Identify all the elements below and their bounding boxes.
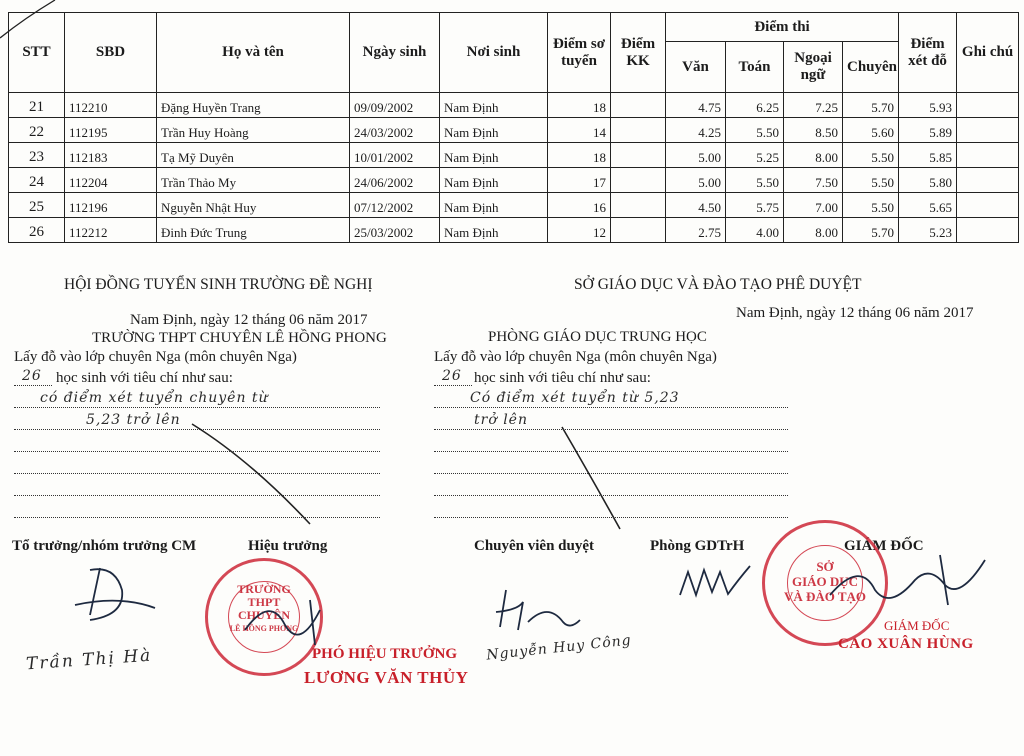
stamp-line: SỞ <box>816 559 834 574</box>
cell-pob: Nam Định <box>440 143 548 168</box>
right-sign-label-3: GIÁM ĐỐC <box>844 538 924 554</box>
left-signature-name-hand: Trần Thị Hà <box>25 645 153 675</box>
left-criteria-hand-1: có điểm xét tuyển chuyên từ <box>40 390 269 406</box>
stamp-line: TRƯỜNG <box>237 582 291 596</box>
table-row <box>9 143 1019 168</box>
cell-toan: 5.50 <box>726 118 784 143</box>
left-count-hand: 26 <box>22 368 42 384</box>
header-diem-kk: Điểm KK <box>611 13 666 93</box>
stamp-line: VÀ ĐÀO TẠO <box>783 589 867 604</box>
stamp-line: CHUYÊN <box>237 608 290 622</box>
left-count-dots <box>14 385 52 386</box>
left-sign-label-2: Hiệu trưởng <box>248 538 328 554</box>
cell-stt: 21 <box>9 93 65 118</box>
left-title: HỘI ĐỒNG TUYỂN SINH TRƯỜNG ĐỀ NGHỊ <box>64 276 373 293</box>
stamp-line: GIÁO DỤC <box>791 574 859 589</box>
cell-chuyen: 5.50 <box>843 168 899 193</box>
table-row <box>9 193 1019 218</box>
cell-name: Đinh Đức Trung <box>157 218 350 243</box>
cell-sbd: 112210 <box>65 93 157 118</box>
left-signature <box>60 560 170 640</box>
right-sign-label-2: Phòng GDTrH <box>650 538 745 554</box>
cell-dob: 25/03/2002 <box>350 218 440 243</box>
cell-stt: 25 <box>9 193 65 218</box>
right-criteria-hand-1: Có điểm xét tuyển từ 5,23 <box>470 390 680 406</box>
cell-name: Tạ Mỹ Duyên <box>157 143 350 168</box>
cell-so-tuyen: 16 <box>548 193 611 218</box>
cell-xet-do: 5.93 <box>899 93 957 118</box>
right-dept: PHÒNG GIÁO DỤC TRUNG HỌC <box>488 329 707 345</box>
cell-van: 4.50 <box>666 193 726 218</box>
cell-xet-do: 5.89 <box>899 118 957 143</box>
table-row <box>9 168 1019 193</box>
cell-pob: Nam Định <box>440 168 548 193</box>
cell-ghi-chu <box>957 143 1019 168</box>
cell-dob: 09/09/2002 <box>350 93 440 118</box>
cell-van: 4.25 <box>666 118 726 143</box>
cell-toan: 6.25 <box>726 93 784 118</box>
header-ghi-chu: Ghi chú <box>957 13 1019 93</box>
header-diem-so-tuyen: Điểm sơ tuyển <box>548 13 611 93</box>
left-instruction-2: học sinh với tiêu chí như sau: <box>56 370 233 386</box>
header-stt: STT <box>9 13 65 93</box>
cell-so-tuyen: 12 <box>548 218 611 243</box>
cell-dob: 24/03/2002 <box>350 118 440 143</box>
table-body <box>9 93 1019 243</box>
cell-xet-do: 5.85 <box>899 143 957 168</box>
cell-ghi-chu <box>957 168 1019 193</box>
cell-pob: Nam Định <box>440 193 548 218</box>
cell-name: Nguyễn Nhật Huy <box>157 193 350 218</box>
cell-chuyen: 5.70 <box>843 93 899 118</box>
right-official-title: GIÁM ĐỐC <box>884 618 950 633</box>
cell-pob: Nam Định <box>440 93 548 118</box>
cell-chuyen: 5.70 <box>843 218 899 243</box>
cell-chuyen: 5.50 <box>843 143 899 168</box>
right-instruction-1: Lấy đỗ vào lớp chuyên Nga (môn chuyên Nga) <box>434 349 717 365</box>
right-date: Nam Định, ngày 12 tháng 06 năm 2017 <box>736 305 974 321</box>
stamp-line: LÊ HỒNG PHONG <box>229 624 299 633</box>
cell-pob: Nam Định <box>440 118 548 143</box>
cell-sbd: 112183 <box>65 143 157 168</box>
left-sign-label-1: Tổ trưởng/nhóm trưởng CM <box>12 538 197 554</box>
cell-toan: 5.75 <box>726 193 784 218</box>
cell-kk <box>611 143 666 168</box>
cell-xet-do: 5.65 <box>899 193 957 218</box>
cell-xet-do: 5.23 <box>899 218 957 243</box>
header-van: Văn <box>666 42 726 93</box>
left-criteria-hand-2: 5,23 trở lên <box>86 412 181 428</box>
cell-stt: 26 <box>9 218 65 243</box>
right-director-signature <box>820 550 1000 620</box>
cell-name: Trần Thảo My <box>157 168 350 193</box>
cell-sbd: 112196 <box>65 193 157 218</box>
header-name: Họ và tên <box>157 13 350 93</box>
cell-name: Trần Huy Hoàng <box>157 118 350 143</box>
left-strike-line <box>190 420 330 530</box>
cell-xet-do: 5.80 <box>899 168 957 193</box>
cell-so-tuyen: 18 <box>548 143 611 168</box>
right-official-name: CAO XUÂN HÙNG <box>838 636 974 652</box>
cell-sbd: 112195 <box>65 118 157 143</box>
header-diem-xet-do: Điểm xét đỗ <box>899 13 957 93</box>
right-count-dots <box>434 385 472 386</box>
cell-van: 2.75 <box>666 218 726 243</box>
header-dob: Ngày sinh <box>350 13 440 93</box>
left-date: Nam Định, ngày 12 tháng 06 năm 2017 <box>130 312 368 328</box>
cell-ghi-chu <box>957 218 1019 243</box>
cell-van: 5.00 <box>666 168 726 193</box>
right-strike-line <box>560 425 640 535</box>
cell-dob: 10/01/2002 <box>350 143 440 168</box>
left-official-title: PHÓ HIỆU TRƯỞNG <box>312 646 458 662</box>
table-row <box>9 218 1019 243</box>
cell-ghi-chu <box>957 118 1019 143</box>
cell-van: 5.00 <box>666 143 726 168</box>
header-chuyen: Chuyên <box>843 42 899 93</box>
cell-kk <box>611 193 666 218</box>
header-ngoai-ngu: Ngoại ngữ <box>784 42 843 93</box>
right-title: SỞ GIÁO DỤC VÀ ĐÀO TẠO PHÊ DUYỆT <box>574 276 862 293</box>
left-principal-signature <box>240 590 360 650</box>
cell-chuyen: 5.50 <box>843 193 899 218</box>
right-dotted-line <box>434 407 788 408</box>
left-official-name: LƯƠNG VĂN THỦY <box>304 668 469 687</box>
table-row <box>9 93 1019 118</box>
cell-ghi-chu <box>957 93 1019 118</box>
cell-ngoai-ngu: 7.50 <box>784 168 843 193</box>
right-sign-label-1: Chuyên viên duyệt <box>474 538 595 554</box>
cell-chuyen: 5.60 <box>843 118 899 143</box>
cell-kk <box>611 118 666 143</box>
right-count-hand: 26 <box>442 368 462 384</box>
cell-sbd: 112212 <box>65 218 157 243</box>
cell-stt: 22 <box>9 118 65 143</box>
admission-table <box>8 12 1019 243</box>
cell-toan: 5.50 <box>726 168 784 193</box>
cell-kk <box>611 168 666 193</box>
cell-stt: 24 <box>9 168 65 193</box>
right-instruction-2: học sinh với tiêu chí như sau: <box>474 370 651 386</box>
cell-van: 4.75 <box>666 93 726 118</box>
cell-ngoai-ngu: 8.00 <box>784 218 843 243</box>
cell-toan: 4.00 <box>726 218 784 243</box>
right-signature-name-hand: Nguyễn Huy Công <box>485 632 633 664</box>
left-instruction-1: Lấy đỗ vào lớp chuyên Nga (môn chuyên Nga) <box>14 349 297 365</box>
stamp-line: THPT <box>247 595 281 609</box>
header-pob: Nơi sinh <box>440 13 548 93</box>
left-school: TRƯỜNG THPT CHUYÊN LÊ HỒNG PHONG <box>92 330 387 346</box>
right-criteria-hand-2: trở lên <box>474 412 528 428</box>
header-diem-thi: Điểm thi <box>666 13 899 42</box>
left-dotted-line <box>14 407 380 408</box>
cell-so-tuyen: 17 <box>548 168 611 193</box>
cell-so-tuyen: 18 <box>548 93 611 118</box>
cell-ngoai-ngu: 8.00 <box>784 143 843 168</box>
cell-toan: 5.25 <box>726 143 784 168</box>
cell-ghi-chu <box>957 193 1019 218</box>
cell-name: Đặng Huyền Trang <box>157 93 350 118</box>
cell-so-tuyen: 14 <box>548 118 611 143</box>
cell-kk <box>611 218 666 243</box>
table-row <box>9 118 1019 143</box>
right-reviewer-signature <box>488 582 588 642</box>
cell-sbd: 112204 <box>65 168 157 193</box>
header-toan: Toán <box>726 42 784 93</box>
cell-dob: 07/12/2002 <box>350 193 440 218</box>
header-sbd: SBD <box>65 13 157 93</box>
cell-ngoai-ngu: 7.25 <box>784 93 843 118</box>
cell-ngoai-ngu: 8.50 <box>784 118 843 143</box>
cell-dob: 24/06/2002 <box>350 168 440 193</box>
cell-kk <box>611 93 666 118</box>
cell-pob: Nam Định <box>440 218 548 243</box>
cell-stt: 23 <box>9 143 65 168</box>
cell-ngoai-ngu: 7.00 <box>784 193 843 218</box>
right-gdtrh-signature <box>676 560 756 610</box>
